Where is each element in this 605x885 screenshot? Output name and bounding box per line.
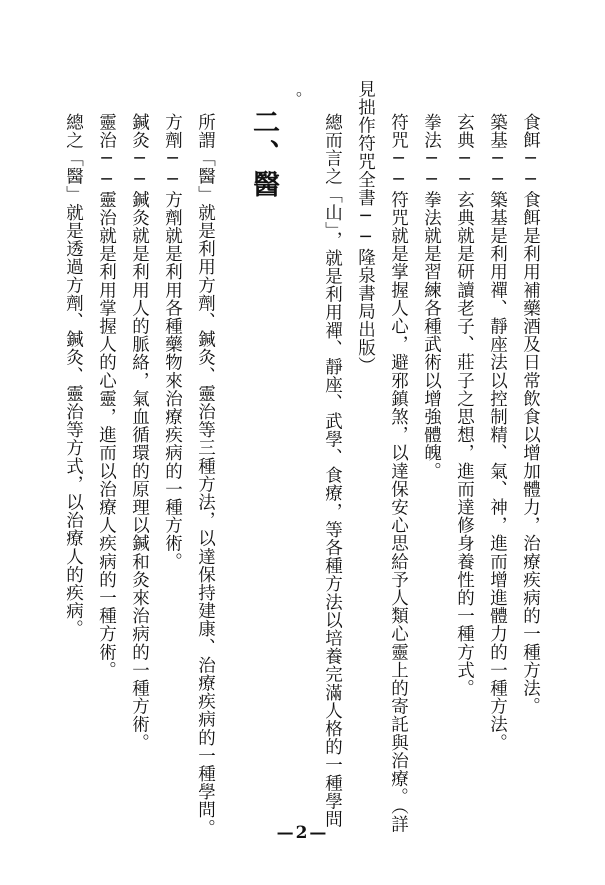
page-number: —2— — [276, 823, 329, 843]
text-column-zhuji: 築基──築基是利用禪、靜座法以控制精、氣、神，進而增進體力的一種方法。 — [487, 113, 508, 752]
text-column-shiji: 食餌──食餌是利用補藥酒及日常飲食以增加體力，治療疾病的一種方法。 — [520, 113, 541, 716]
text-column-fuzhou: 符咒──符咒就是掌握人心，避邪鎮煞，以達保安心思給予人類心靈上的寄託與治療。（詳 — [388, 113, 409, 834]
text-column-lingzhi: 靈治──靈治就是利用掌握人的心靈，進而以治療人疾病的一種方術。 — [96, 113, 117, 680]
text-column-shan-summary: 總而言之「山」，就是利用禪、靜座、武學、食療，等各種方法以培養完滿人格的一種學問 — [322, 113, 343, 829]
section-heading: 二、醫 — [248, 108, 279, 201]
text-column-fuzhou-note: 見拙作符咒全書──隆泉書局出版） — [355, 80, 376, 375]
text-column-fangji: 方劑──方劑就是利用各種藥物來治療疾病的一種方術。 — [162, 113, 183, 571]
text-column-zhenjiu: 鍼灸──鍼灸就是利用人的脈絡，氣血循環的原理以鍼和灸來治病的一種方術。 — [129, 113, 150, 752]
text-column-yi-summary: 總之「醫」就是透過方劑、鍼灸、靈治等方式，以治療人的疾病。 — [63, 113, 84, 638]
text-column-xuandian: 玄典──玄典就是研讀老子、莊子之思想，進而達修身養性的一種方式。 — [454, 113, 475, 698]
text-column-yi-intro: 所謂「醫」就是利用方劑、鍼灸、靈治等三種方法，以達保持建康、治療疾病的一種學問。 — [195, 113, 216, 837]
text-column-quanfa: 拳法──拳法就是習練各種武術以增強體魄。 — [421, 113, 442, 480]
trailing-period: 。 — [296, 80, 313, 99]
